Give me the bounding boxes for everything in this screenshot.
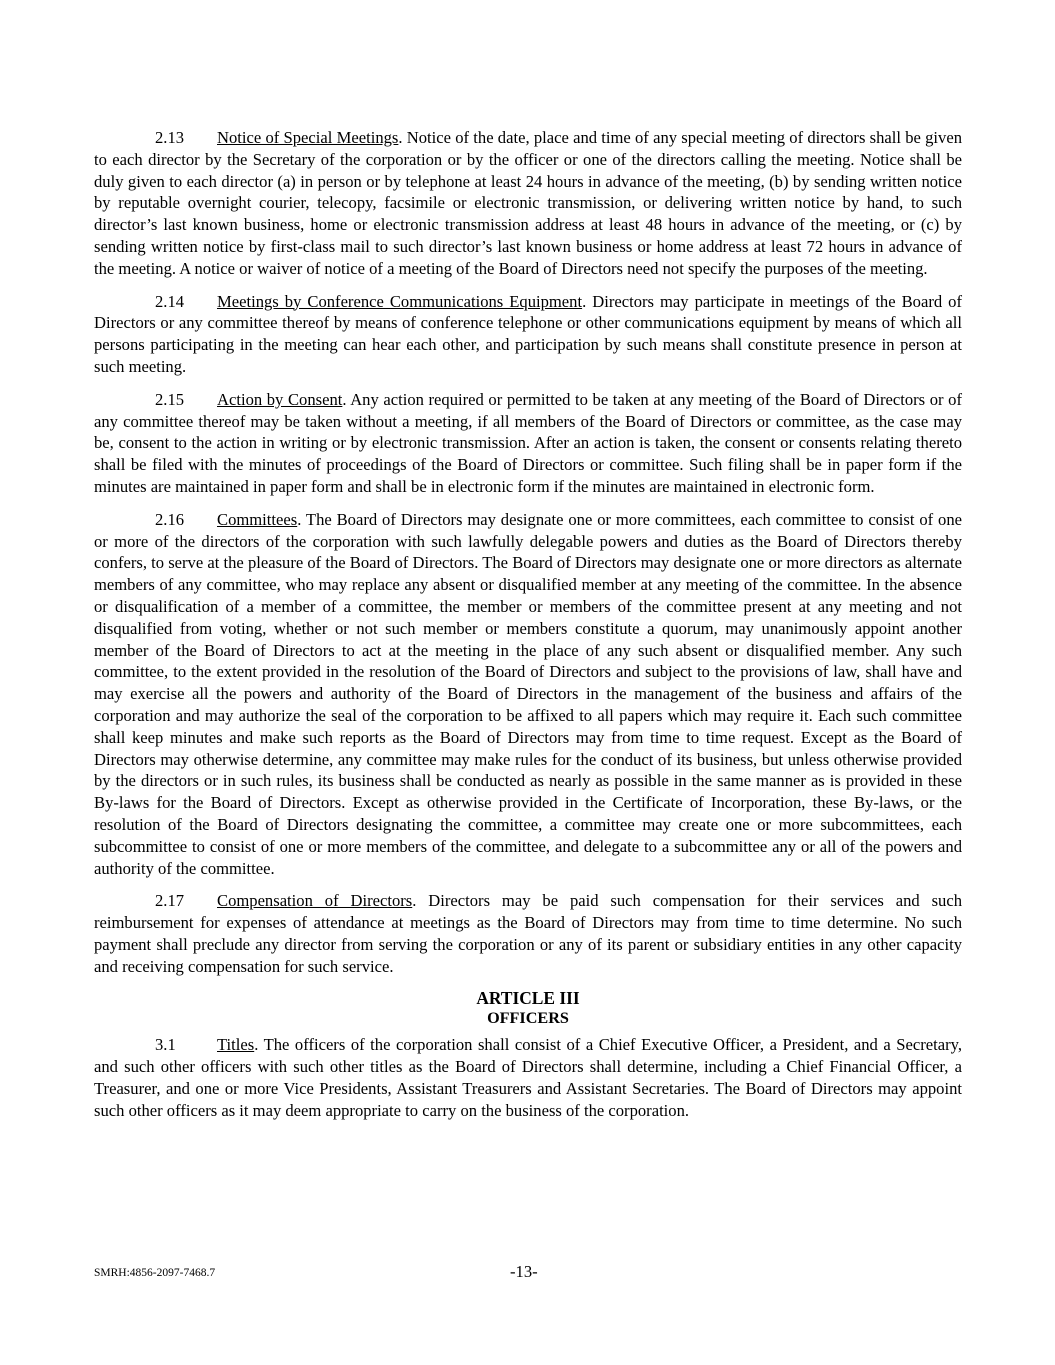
section-title: Action by Consent bbox=[217, 389, 343, 409]
section-text: . The Board of Directors may designate one or more committees, each committee to consist of one or more of the directors of the corporation with such lawfully delegable powers and duties as the Board of Directors thereby confers, to serve at the pleasure of the Board of Directors. The Board of Directors may designate one or more directors as alternate members of any committee, who may replace any absent or disqualified member at any meeting of the committee. In the absence or disqualification of a member of a committee, the member or members of the committee present at any meeting and not disqualified from voting, whether or not such member or members constitute a quorum, may unanimously appoint another member of the Board of Directors to act at the meeting in the place of any such absent or disqualified member. Any such committee, to the extent provided in the resolution of the Board of Directors and subject to the provisions of law, shall have and may exercise all the powers and authority of the Board of Directors in the management of the business and affairs of the corporation and may authorize the seal of the corporation to be affixed to all papers which may require it. Each such committee shall keep minutes and make such reports as the Board of Directors may from time to time request. Except as the Board of Directors may otherwise determine, any committee may make rules for the conduct of its business, but unless otherwise provided by the directors or in such rules, its business shall be conducted as nearly as possible in the same manner as is provided in these By-laws for the Board of Directors. Except as otherwise provided in the Certificate of Incorporation, these By-laws, or the resolution of the Board of Directors designating the committee, a committee may create one or more subcommittees, each subcommittee to consist of one or more members of the committee, and delegate to a subcommittee any or all of the powers and authority of the committee. bbox=[94, 509, 962, 878]
section-number: 2.16 bbox=[155, 509, 185, 529]
section-2-13 bbox=[94, 127, 962, 280]
section-text: . Directors may be paid such compensation for their services and such reimbursement for expenses of attendance at meetings as the Board of Directors may from time to time determine. No such payment shall preclude any director from serving the corporation or any of its parent or subsidiary entities in any other capacity and receiving compensation for such service. bbox=[94, 891, 962, 976]
article-heading bbox=[94, 988, 962, 1028]
section-text: . The officers of the corporation shall consist of a Chief Executive Officer, a President, and a Secretary, and such other officers with such other titles as the Board of Directors shall determine, including a Chief Financial Officer, a Treasurer, and one or more Vice Presidents, Assistant Treasurers and Assistant Secretaries. The Board of Directors may appoint such other officers as it may deem appropriate to carry on the business of the corporation. bbox=[94, 1035, 962, 1120]
document-id: SMRH:4856-2097-7468.7 bbox=[94, 1267, 216, 1279]
section-title: Notice of Special Meetings bbox=[217, 128, 399, 147]
section-text: . Any action required or permitted to be taken at any meeting of the Board of Directors or of any committee thereof may be taken without a meeting, if all members of the Board of Directors or committee, as the case may be, consent to the action in writing or by electronic transmission. After an action is taken, the consent or consents relating thereto shall be filed with the minutes of proceedings of the Board of Directors or committee. Such filing shall be in paper form if the minutes are maintained in paper form and shall be in electronic form if the minutes are maintained in electronic form. bbox=[94, 389, 962, 496]
section-number: 2.13 bbox=[155, 128, 185, 147]
section-2-15 bbox=[94, 389, 962, 498]
section-title: Titles bbox=[217, 1035, 255, 1055]
section-2-16 bbox=[94, 509, 962, 880]
section-title: Committees bbox=[217, 509, 298, 529]
page-body bbox=[94, 127, 962, 1133]
section-number: 2.14 bbox=[155, 291, 185, 311]
section-text: . Directors may participate in meetings of the Board of Directors or any committee thereof by means of conference telephone or other communications equipment by means of which all persons participating in the meeting can hear each other, and participation by such means shall constitute presence in person at such meeting. bbox=[94, 291, 962, 376]
section-title: Compensation of Directors bbox=[217, 891, 413, 911]
article-name: OFFICERS bbox=[487, 1009, 569, 1028]
page-number: -13- bbox=[510, 1262, 538, 1281]
section-2-17 bbox=[94, 890, 962, 977]
section-text: . Notice of the date, place and time of any special meeting of directors shall be given to each director by the Secretary of the corporation or by the officer or one of the directors calling the meeting. Notice shall be duly given to each director (a) in person or by telephone at least 24 hours in advance of the meeting, (b) by sending written notice by reputable overnight courier, telecopy, facsimile or electronic transmission, or delivering written notice by hand, to such director’s last known business, home or electronic transmission address at least 48 hours in advance of the meeting, or (c) by sending written notice by first-class mail to such director’s last known business or home address at least 72 hours in advance of the meeting. A notice or waiver of notice of a meeting of the Board of Directors need not specify the purposes of the meeting. bbox=[94, 128, 962, 278]
section-3-1 bbox=[94, 1034, 962, 1121]
article-number: ARTICLE III bbox=[476, 988, 580, 1009]
section-title: Meetings by Conference Communications Equipment bbox=[217, 291, 583, 311]
section-number: 2.17 bbox=[155, 891, 185, 911]
section-number: 3.1 bbox=[155, 1035, 176, 1055]
section-number: 2.15 bbox=[155, 389, 185, 409]
section-2-14 bbox=[94, 291, 962, 378]
